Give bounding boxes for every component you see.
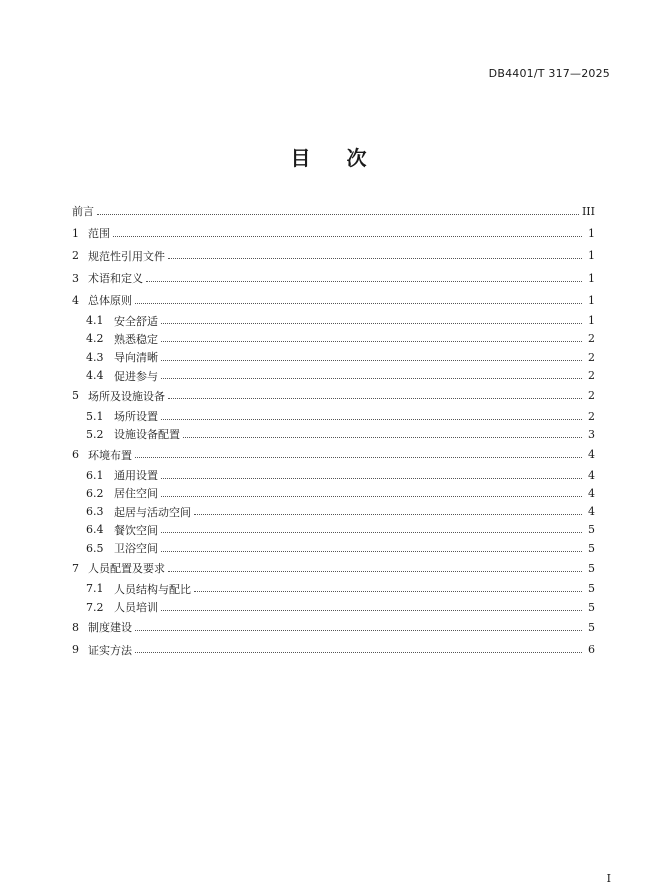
toc-entry-page: 4 (588, 468, 595, 482)
toc-dot-leader (168, 386, 582, 399)
toc-entry-number: 4.3 (86, 350, 104, 364)
toc-entry-page: 5 (588, 541, 595, 555)
toc-dot-leader (135, 640, 582, 653)
toc-entry[interactable] (72, 444, 595, 466)
toc-entry[interactable] (72, 245, 595, 267)
toc-entry-number: 4.2 (86, 332, 104, 346)
toc-entry-page: 4 (588, 505, 595, 519)
toc-entry-page: 2 (588, 332, 595, 346)
toc-entry[interactable] (72, 598, 595, 616)
document-code: DB4401/T 317—2025 (488, 67, 610, 80)
toc-entry-title: 卫浴空间 (114, 542, 158, 556)
toc-entry-number: 6.5 (86, 541, 104, 555)
toc-entry-number: 4.4 (86, 369, 104, 383)
toc-entry-page: 1 (588, 314, 595, 328)
toc-dot-leader (146, 269, 582, 282)
toc-entry[interactable] (72, 330, 595, 348)
toc-entry-page: 1 (588, 293, 595, 307)
toc-dot-leader (113, 224, 582, 237)
toc-entry-title: 环境布置 (88, 448, 132, 462)
toc-entry-page: 1 (588, 271, 595, 285)
toc-entry[interactable] (72, 539, 595, 557)
toc-entry-title: 居住空间 (114, 487, 158, 501)
toc-entry-page: 4 (588, 486, 595, 500)
toc-entry-title: 场所及设施设备 (88, 389, 165, 403)
toc-entry-title: 人员结构与配比 (114, 582, 191, 596)
title-char-1: 目 (290, 146, 311, 170)
toc-entry-title: 起居与活动空间 (114, 505, 191, 519)
toc-entry[interactable] (72, 466, 595, 484)
toc-entry-number: 7 (72, 561, 79, 575)
toc-entry-number: 6.4 (86, 523, 104, 537)
toc-entry-number: 6.1 (86, 468, 104, 482)
toc-dot-leader (194, 579, 582, 592)
toc-entry-number: 5 (72, 389, 79, 403)
toc-entry-page: 3 (588, 427, 595, 441)
toc-dot-leader (161, 329, 582, 342)
toc-entry-page: 2 (588, 409, 595, 423)
toc-entry[interactable] (72, 502, 595, 520)
toc-dot-leader (161, 366, 582, 379)
toc-entry-title: 餐饮空间 (114, 523, 158, 537)
toc-entry[interactable] (72, 267, 595, 289)
toc-entry[interactable] (72, 200, 595, 222)
toc-entry[interactable] (72, 222, 595, 244)
toc-entry-number: 8 (72, 620, 79, 634)
toc-entry-title: 范围 (88, 227, 110, 241)
toc-entry[interactable] (72, 348, 595, 366)
toc-entry-page: 5 (588, 620, 595, 634)
toc-entry-title: 制度建设 (88, 621, 132, 635)
toc-entry-number: 2 (72, 249, 79, 263)
toc-entry-title: 设施设备配置 (114, 428, 180, 442)
toc-dot-leader (168, 246, 582, 259)
toc-dot-leader (194, 502, 582, 515)
toc-entry-page: 1 (588, 249, 595, 263)
toc-entry[interactable] (72, 407, 595, 425)
toc-entry-number: 5.1 (86, 409, 104, 423)
toc-dot-leader (161, 484, 582, 497)
table-of-contents (72, 200, 595, 661)
title-char-2: 次 (346, 146, 367, 170)
toc-entry[interactable] (72, 484, 595, 502)
toc-entry-page: 4 (588, 448, 595, 462)
page-title (0, 142, 657, 171)
toc-entry-title: 人员配置及要求 (88, 562, 165, 576)
toc-entry-title: 证实方法 (88, 643, 132, 657)
toc-dot-leader (161, 407, 582, 420)
toc-entry[interactable] (72, 311, 595, 329)
toc-entry[interactable] (72, 521, 595, 539)
toc-entry-title: 促进参与 (114, 369, 158, 383)
toc-dot-leader (161, 520, 582, 533)
toc-entry-page: 5 (588, 523, 595, 537)
toc-dot-leader (97, 202, 579, 215)
toc-entry-number: 7.1 (86, 582, 104, 596)
toc-entry-page: 2 (588, 369, 595, 383)
toc-entry-title: 通用设置 (114, 469, 158, 482)
toc-entry-number: 4.1 (86, 314, 104, 328)
toc-entry-page: 5 (588, 582, 595, 596)
toc-entry[interactable] (72, 580, 595, 598)
toc-dot-leader (161, 466, 582, 479)
toc-entry-title: 前言 (72, 205, 94, 219)
toc-entry-number: 5.2 (86, 427, 104, 441)
toc-entry-number: 3 (72, 271, 79, 285)
toc-dot-leader (135, 618, 582, 631)
toc-dot-leader (135, 445, 582, 458)
toc-dot-leader (135, 291, 582, 304)
toc-entry-number: 6.2 (86, 486, 104, 500)
toc-entry[interactable] (72, 616, 595, 638)
toc-entry-title: 总体原则 (88, 294, 132, 308)
toc-entry-page: 5 (588, 561, 595, 575)
toc-dot-leader (168, 559, 582, 572)
toc-entry-title: 规范性引用文件 (88, 249, 165, 263)
toc-entry-page: 2 (588, 350, 595, 364)
toc-entry-title: 安全舒适 (114, 314, 158, 328)
toc-entry-number: 6.3 (86, 505, 104, 519)
toc-entry[interactable] (72, 425, 595, 443)
toc-entry[interactable] (72, 366, 595, 384)
page-number: I (606, 872, 611, 885)
toc-dot-leader (161, 598, 582, 611)
toc-dot-leader (161, 311, 582, 324)
toc-dot-leader (161, 348, 582, 361)
toc-entry-title: 导向清晰 (114, 351, 158, 365)
toc-entry-title: 人员培训 (114, 601, 158, 615)
toc-dot-leader (183, 425, 582, 438)
toc-dot-leader (161, 539, 582, 552)
toc-entry[interactable] (72, 639, 595, 661)
toc-entry[interactable] (72, 289, 595, 311)
toc-entry-number: 6 (72, 448, 79, 462)
toc-entry-number: 9 (72, 643, 79, 657)
toc-entry-page: 2 (588, 389, 595, 403)
toc-entry-page: 5 (588, 600, 595, 614)
toc-entry[interactable] (72, 557, 595, 579)
toc-entry-number: 7.2 (86, 600, 104, 614)
toc-entry-title: 场所设置 (114, 410, 158, 424)
toc-entry[interactable] (72, 385, 595, 407)
toc-entry-number: 1 (72, 226, 79, 240)
toc-entry-title: 熟悉稳定 (114, 332, 158, 346)
toc-entry-page: 1 (588, 226, 595, 240)
toc-entry-title: 术语和定义 (88, 272, 143, 286)
toc-entry-page: III (581, 204, 595, 218)
toc-entry-page: 6 (588, 643, 595, 657)
toc-entry-number: 4 (72, 293, 79, 307)
